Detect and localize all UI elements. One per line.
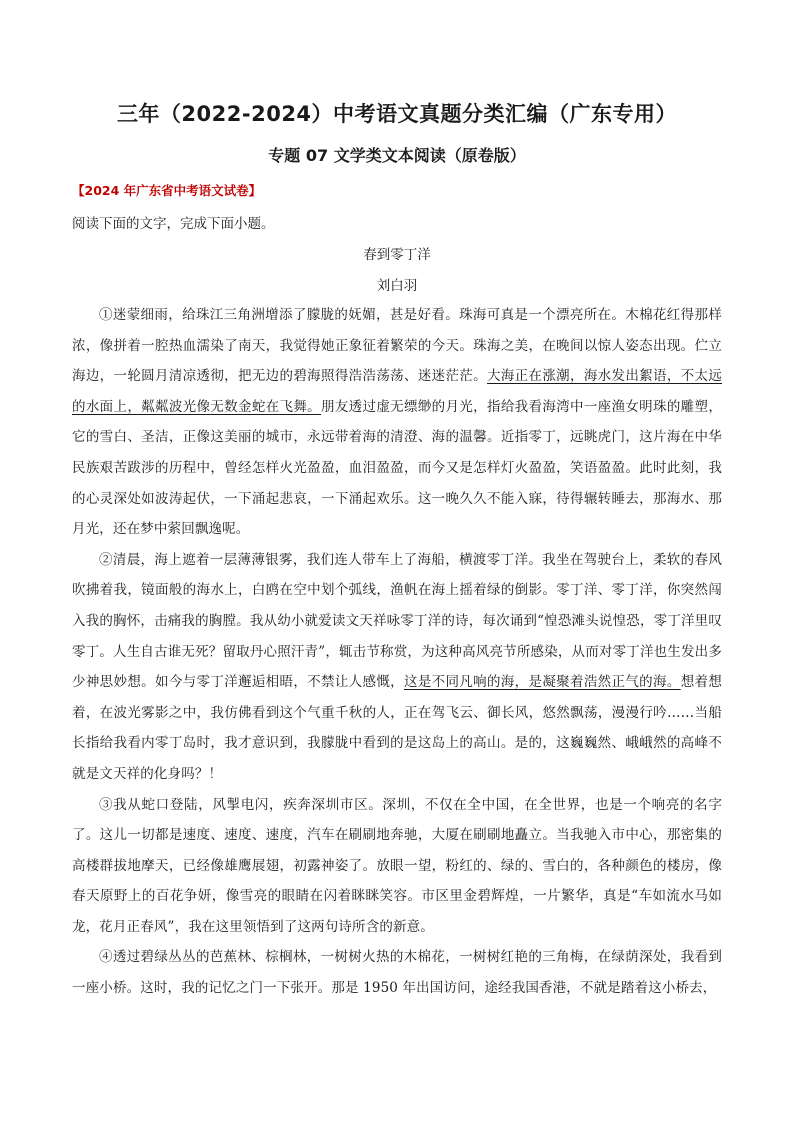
- paragraph-text: ③我从蛇口登陆，风掣电闪，疾奔深圳市区。深圳，不仅在全中国，在全世界，也是一个响亮的名字了。这儿一切都是速度、速度、速度，汽车在刷刷地奔驰，大厦在刷刷地矗立。当我驰入市中心，那密集的高楼群拔地摩天，已经像雄鹰展翅，初露神姿了。放眼一望，粉红的、绿的、雪白的，各种颜色的楼房，像春天原野上的百花争妍，像雪亮的眼睛在闪着眯眯笑容。市区里金碧辉煌，一片繁华，真是“车如流水马如龙，花月正春风”，我在这里领悟到了这两句诗所含的新意。: [72, 796, 722, 935]
- paragraph-2: [72, 545, 722, 790]
- paragraph-text: ④透过碧绿丛丛的芭蕉林、棕榈林，一树树火热的木棉花，一树树红艳的三角梅，在绿荫深处，我看到一座小桥。这时，我的记忆之门一下张开。那是 1950 年出国访问，途经我国香港，不就是踏着这小桥去，: [72, 949, 722, 997]
- question-instruction: 阅读下面的文字，完成下面小题。: [72, 216, 275, 232]
- underlined-sentence: 大海正在涨潮，海水发出絮语，不太远的水面上，粼粼波光像无数金蛇在飞舞。: [72, 368, 723, 415]
- paragraph-text: 朋友透过虚无缥缈的月光，指给我看海湾中一座渔女明珠的雕塑，它的雪白、圣洁，正像这美丽的城市，永远带着海的清澄、海的温馨。近指零丁，远眺虎门，这片海在中华民族艰苦跋涉的历程中，曾经怎样火光盈盈，血泪盈盈，而今又是怎样灯火盈盈，笑语盈盈。此时此刻，我的心灵深处如波涛起伏，一下涌起悲哀，一下涌起欢乐。这一晚久久不能入寐，待得辗转睡去，那海水、那月光，还在梦中萦回飘逸呢。: [72, 398, 723, 538]
- source-tag: 【2024 年广东省中考语文试卷】: [72, 183, 262, 198]
- document-title: 三年（2022-2024）中考语文真题分类汇编（广东专用）: [116, 102, 678, 126]
- paragraph-1: [72, 300, 722, 545]
- article-title: 春到零丁洋: [363, 247, 431, 263]
- paragraph-3: [72, 790, 722, 943]
- paragraph-4: [72, 942, 722, 1003]
- article-author: 刘白羽: [376, 278, 418, 294]
- underlined-sentence: 这是不同凡响的海，是凝聚着浩然正气的海。: [404, 674, 681, 691]
- paragraph-text: ②清晨，海上遮着一层薄薄银雾，我们连人带车上了海船，横渡零丁洋。我坐在驾驶台上，柔软的春风吹拂着我，镜面般的海水上，白鸥在空中划个弧线，渔帆在海上摇着绿的倒影。零丁洋、零丁洋，你突然闯入我的胸怀，击痛我的胸膛。我从幼小就爱读文天祥咏零丁洋的诗，每次诵到“惶恐滩头说惶恐，零丁洋里叹零丁。人生自古谁无死？留取丹心照汗青”，辄击节称赏，为这种高风亮节所感染，从而对零丁洋也生发出多少神思妙想。如今与零丁洋邂逅相晤，不禁让人感慨，: [72, 551, 722, 691]
- paragraph-text: 想着想着，在波光雾影之中，我仿佛看到这个气重千秋的人，正在驾飞云、御长风，悠然飘荡，漫漫行吟……当船长指给我看内零丁岛时，我才意识到，我朦胧中看到的是这岛上的高山。是的，这巍巍然、峨峨然的高峰不就是文天祥的化身吗？！: [72, 674, 723, 782]
- document-subtitle: 专题 07 文学类文本阅读（原卷版）: [268, 146, 526, 165]
- paragraph-text: ①迷蒙细雨，给珠江三角洲增添了朦胧的妩媚，甚是好看。珠海可真是一个漂亮所在。木棉花红得那样浓，像拼着一腔热血濡染了南天，我觉得她正象征着繁荣的今天。珠海之美，在晚间以惊人姿态出现。伫立海边，一轮圆月清凉透彻，把无边的碧海照得浩浩荡荡、迷迷茫茫。: [72, 307, 722, 385]
- article-body: [72, 300, 722, 1004]
